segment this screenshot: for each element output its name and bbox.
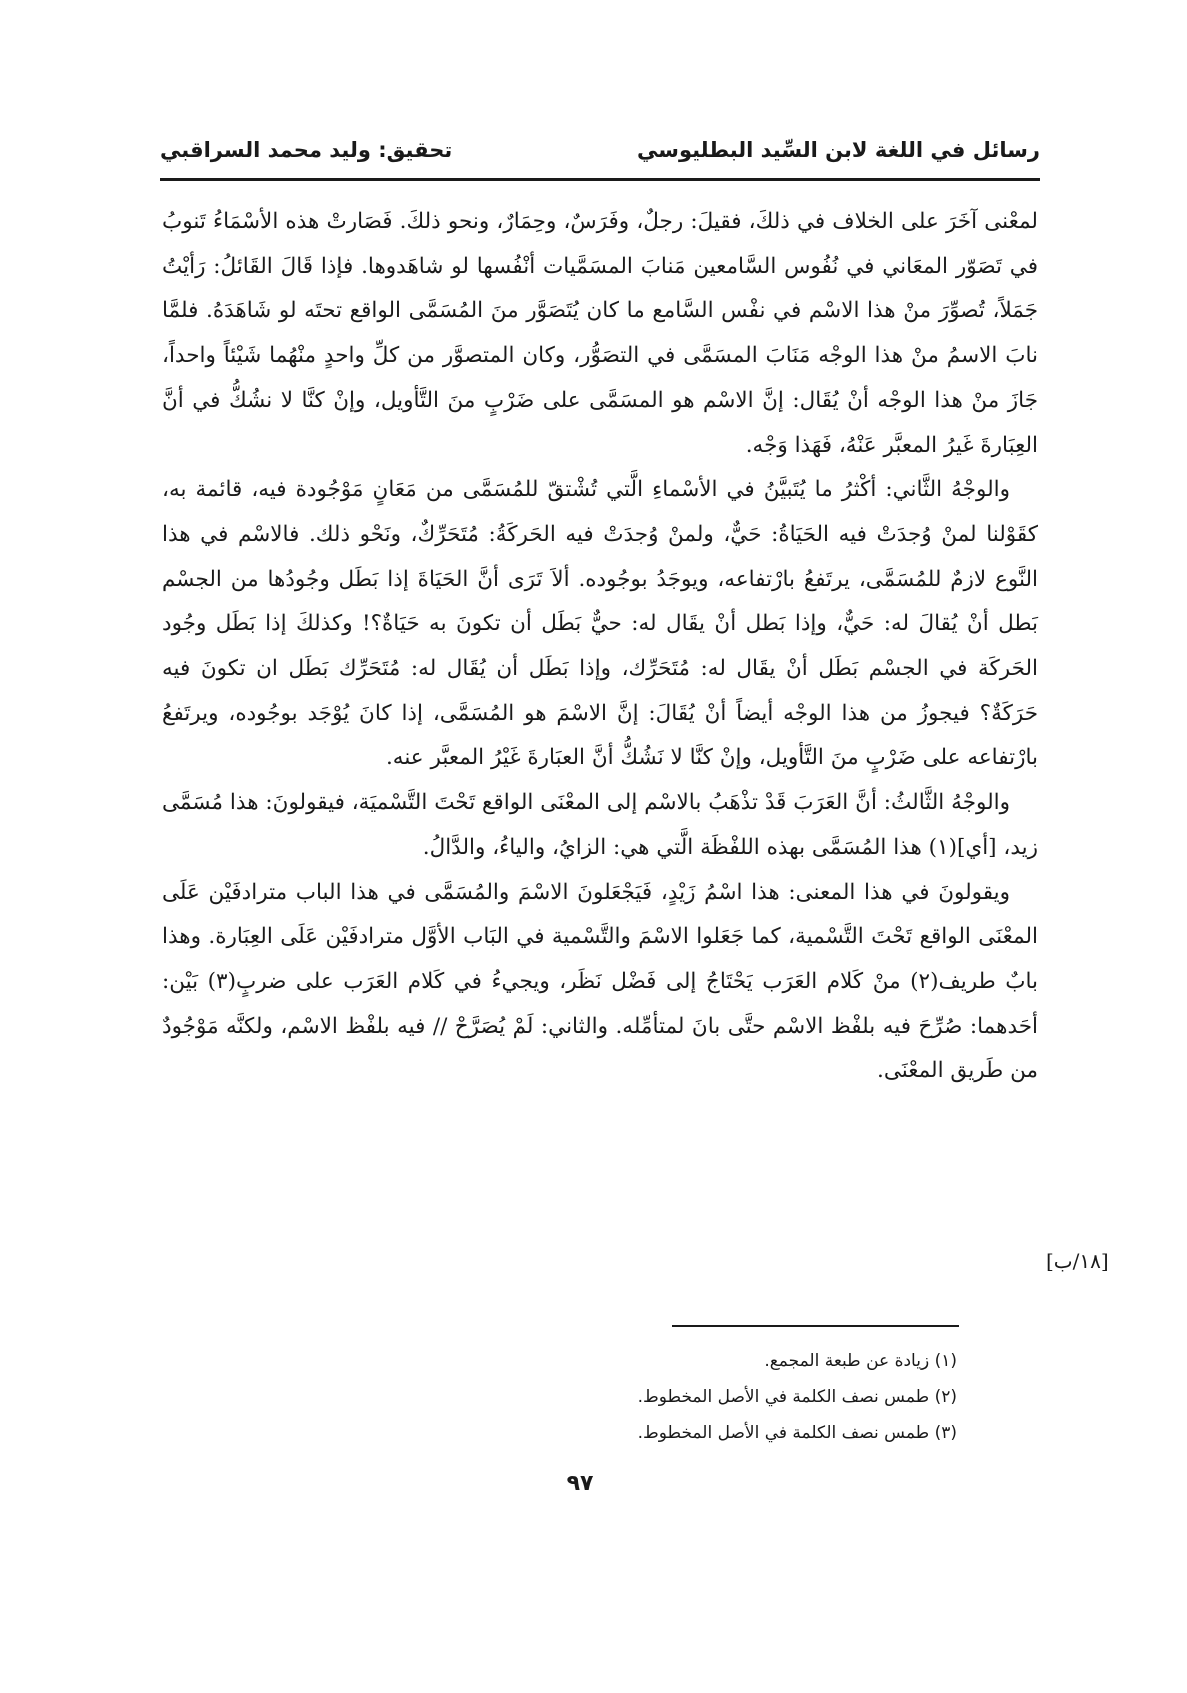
paragraph: والوجْهُ الثَّاني: أكْثرُ ما يُتَبيَّنُ في الأسْماءِ الَّتي تُشْتقّ للمُسَمَّى من مَعَانٍ مَوْجُودة فيه، قائمة به، كقَوْلنا لمنْ وُجدَتْ فيه الحَيَاةُ: حَيٌّ، ولمنْ وُجدَتْ فيه الحَركَةُ: مُتَحَرِّكٌ، ونَحْو ذلك. فالاسْم في هذا النَّوع لازمٌ للمُسَمَّى، يرتَفعُ بارْتفاعه، ويوجَدُ بوجُوده. ألاَ تَرَى أنَّ الحَيَاةَ إذا بَطَل وجُودُها من الجسْم بَطل أنْ يُقالَ له: حَيٌّ، وإذا بَطل أنْ يقَال له: حيٌّ بَطَل أن تكونَ به حَيَاةٌ؟! وكذلكَ إذا بَطَل وجُود الحَركَة في الجسْم بَطَل أنْ يقَال له: مُتَحَرِّك، وإذا بَطَل أن يُقَال له: مُتَحَرِّك بَطَل ان تكونَ فيه حَرَكَةٌ؟ فيجوزُ من هذا الوجْه أيضاً أنْ يُقَالَ: إنَّ الاسْمَ هو المُسَمَّى، إذا كانَ يُوْجَد بوجُوده، ويرتَفعُ بارْتفاعه على ضَرْبٍ منَ التَّأويل، وإنْ كنَّا لا نَشُكُّ أنَّ العبَارةَ غَيْرُ المعبَّر عنه. bbox=[162, 477, 1038, 771]
editor-credit: تحقيق: وليد محمد السراقبي bbox=[160, 138, 453, 162]
body-text bbox=[162, 200, 1038, 1094]
manuscript-folio-marker: [١٨/ب] bbox=[1046, 1249, 1109, 1273]
header-rule bbox=[160, 178, 1040, 181]
footnote: (٣) طمس نصف الكلمة في الأصل المخطوط. bbox=[637, 1423, 957, 1443]
footnotes bbox=[500, 1343, 957, 1451]
paragraph: ويقولونَ في هذا المعنى: هذا اسْمُ زَيْدٍ، فَيَجْعَلونَ الاسْمَ والمُسَمَّى في هذا الباب مترادفَيْن عَلَى المعْنَى الواقع تَحْتَ التَّسْمية، كما جَعَلوا الاسْمَ والتَّسْمية في البَاب الأوَّل مترادفَيْن عَلَى العِبَارة. وهذا بابٌ طريف(٢) منْ كَلام العَرَب يَحْتَاجُ إلى فَضْل نَظَر، ويجيءُ في كَلام العَرَب على ضربٍ(٣) بَيْن: أحَدهما: صُرِّحَ فيه بلفْظ الاسْم حتَّى بانَ لمتأمِّله. والثاني: لَمْ يُصَرَّحْ // فيه بلفْظ الاسْم، ولكنَّه مَوْجُودٌ من طَريق المعْنَى. bbox=[162, 879, 1038, 1084]
running-header bbox=[160, 138, 1040, 174]
paragraph: لمعْنى آخَرَ على الخلاف في ذلكَ، فقيلَ: رجلٌ، وفَرَسٌ، وحِمَارٌ، ونحو ذلكَ. فَصَارتْ هذه الأسْمَاءُ تَنوبُ في تَصَوّر المعَاني في نُفُوس السَّامعين مَنابَ المسَمَّيات أنْفُسها لو شاهَدوها. فإذا قَالَ القَائلُ: رَأيْتُ جَمَلاً، تُصوِّرَ منْ هذا الاسْم في نفْس السَّامع ما كان يُتَصَوَّر منَ المُسَمَّى الواقع تحتَه لو شَاهَدَهُ. فلمَّا نابَ الاسمُ منْ هذا الوجْه مَنَابَ المسَمَّى في التصَوُّر، وكان المتصوَّر من كلِّ واحدٍ منْهُما شَيْئاً واحداً، جَازَ منْ هذا الوجْه أنْ يُقَال: إنَّ الاسْم هو المسَمَّى على ضَرْبٍ منَ التَّأويل، وإنْ كنَّا لا نشُكُّ في أنَّ العِبَارةَ غَيرُ المعبَّر عَنْهُ، فَهَذا وَجْه. bbox=[162, 209, 1038, 458]
footnote-rule bbox=[672, 1325, 959, 1327]
book-title: رسائل في اللغة لابن السِّيد البطليوسي bbox=[637, 138, 1040, 162]
page-number: ٩٧ bbox=[566, 1471, 594, 1496]
paragraph: والوجْهُ الثَّالثُ: أنَّ العَرَبَ قَدْ تذْهَبُ بالاسْم إلى المعْنَى الواقع تَحْتَ التَّسْميَة، فيقولونَ: هذا مُسَمَّى زيد، [أي](١) هذا المُسَمَّى بهذه اللفْظَة الَّتي هي: الزايُ، والياءُ، والدَّالُ. bbox=[162, 790, 1038, 860]
footnote: (١) زيادة عن طبعة المجمع. bbox=[764, 1351, 957, 1371]
footnote: (٢) طمس نصف الكلمة في الأصل المخطوط. bbox=[637, 1387, 957, 1407]
